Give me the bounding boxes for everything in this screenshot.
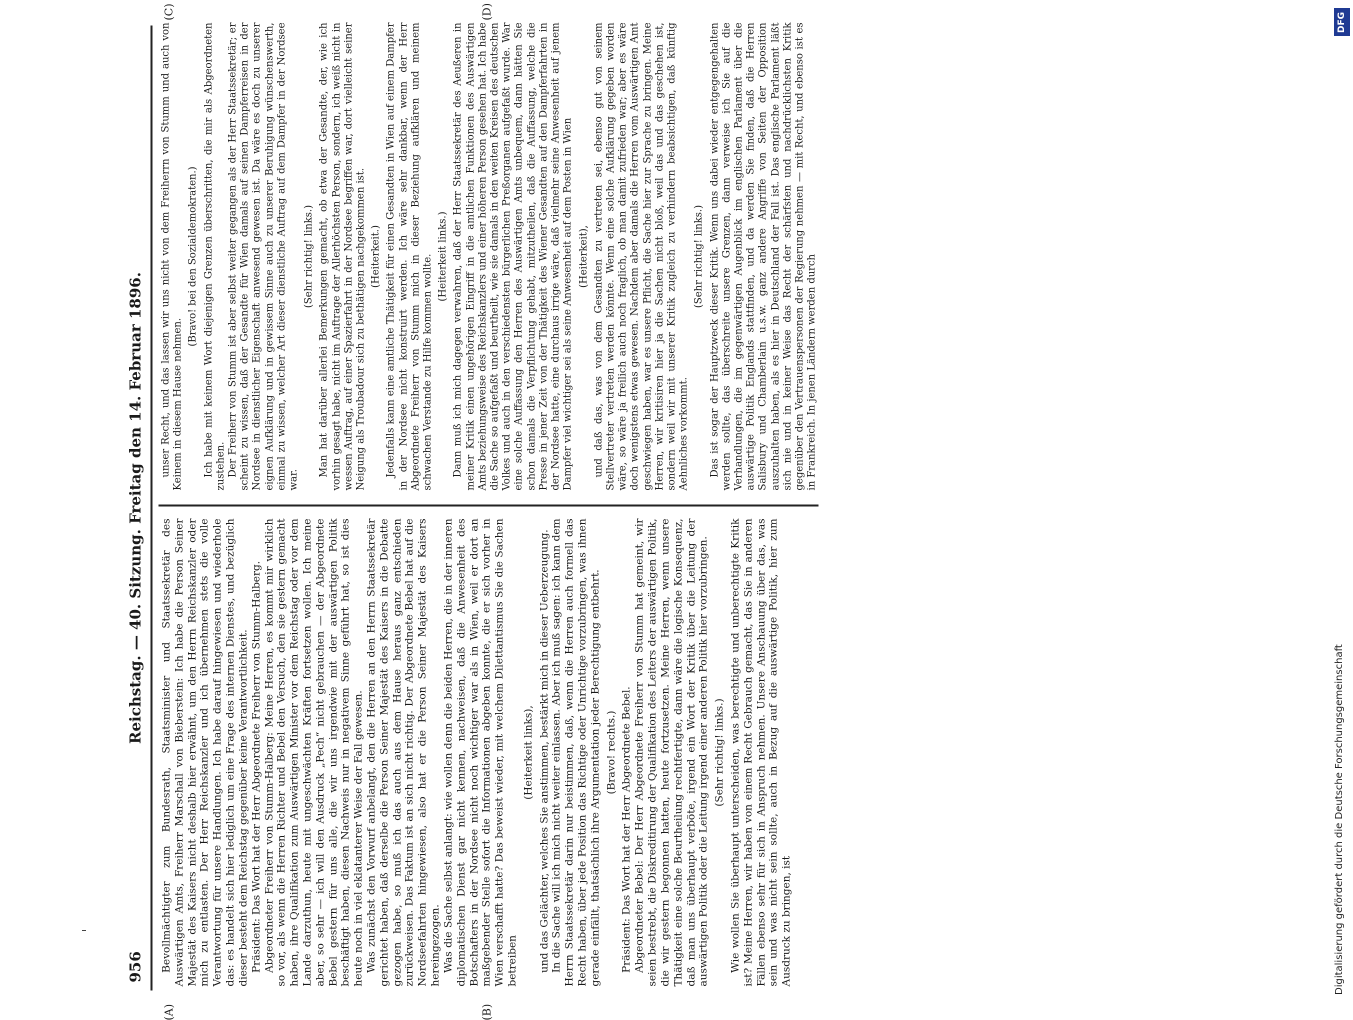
interjection: (Heiterkeit links.): [437, 211, 449, 301]
scan-speck: [82, 930, 86, 931]
digitization-notice: Digitalisierung gefördert durch die Deutsche Forschungsgemeinschaft: [1334, 644, 1345, 995]
page-title: Reichstag. — 40. Sitzung. Freitag den 14. Februar 1896.: [126, 271, 144, 744]
margin-marker-b: (B): [480, 1003, 493, 1020]
paragraph: Was zunächst den Vorwurf anbelangt, den die Herren an den Herrn Staatssekretär gerichtet haben, daß derselbe die Person Seiner Majestät des Kaisers in die Debatte gezogen habe, so muß ich das auch aus dem Hause heraus ganz entschieden zurückweisen. Das Faktum ist an sich nicht richtig. Der Abgeordnete Bebel hat auf die Nordseefahrten hingewiesen, also hat er die Person Seiner Majestät des Kaisers hereingezogen.: [365, 518, 442, 986]
paragraph: In die Sache will ich mich nicht weiter einlassen. Aber ich muß sagen: ich kann dem Herrn Staatssekretär darin nur beistimmen, daß, wenn die Herren auch formell das Recht haben, über jede Position das Richtige oder Unrichtige vorzubringen, was ihnen gerade einfällt, thatsächlich ihre Argumentation jeder Berechtigung entbehrt.: [550, 518, 601, 986]
interjection: (Bravo! rechts.): [604, 710, 617, 794]
column-divider: [158, 505, 818, 507]
margin-marker-a: (A): [162, 1003, 175, 1020]
paragraph: Bevollmächtigter zum Bundesrath, Staatsminister und Staatssekretär des Auswärtigen Amts, Freiherr Marschall von Bieberstein: Ich habe die Person Seiner Majestät des Kaisers nicht deshalb hier erwähnt, um den Herrn Reichskanzler oder mich zu entlasten. Der Herr Reichskanzler und ich übernehmen stets die volle Verantwortung für unsere Handlungen. Ich habe darauf hingewiesen und wiederhole das: es handelt sich hier lediglich um eine Frage des internen Dienstes, und bezüglich dieser besteht dem Reichstag gegenüber keine Verantwortlichkeit.: [160, 518, 249, 986]
interjection: (Sehr richtig! links.): [303, 204, 315, 308]
paragraph: Präsident: Das Wort hat der Herr Abgeordnete Bebel.: [620, 685, 633, 973]
paragraph: Das ist sogar der Hauptzweck dieser Kritik. Wenn uns dabei wieder entgegengehalten werden sollte, das überschreite unsere Grenzen, dann verweise ich Sie auf die Verhandlungen, die im gegenwärtigen Augenblick im englischen Parlament über die auswärtige Politik Englands stattfinden, und da werden Sie finden, daß die Herren Salisbury und Chamberlain u.s.w. ganz andere Angriffe von Seiten der Opposition auszuhalten haben, als es hier in Deutschland der Fall ist. Das englische Parlament läßt sich nie und in keiner Weise das Recht der schärfsten und nachdrücklichsten Kritik gegenüber den Vertrauenspersonen der Regierung nehmen — mit Recht, und ebenso ist es in Frankreich. In jenen Ländern werden durch: [708, 22, 818, 490]
paragraph: Man hat darüber allerlei Bemerkungen gemacht, ob etwa der Gesandte, der, wie ich vorhin gesagt habe, nicht im Auftrage der Allerhöchsten Person, sondern, ich weiß nicht in wessen Auftrag, auf einer Spazierfahrt in der Nordsee begriffen war, dort vielleicht seiner Neigung als Troubadour sich zu bethätigen nachgekommen ist.: [318, 22, 367, 490]
rotated-page: [120, 2, 840, 1020]
paragraph: Abgeordneter Bebel: Der Herr Abgeordnete Freiherr von Stumm hat gemeint, wir seien bestrebt, die Diskreditirung der Qualifikation des Leiters der auswärtigen Politik, die wir gestern begonnen hatten, heute fortzusetzen. Meine Herren, wenn unsere Thätigkeit eine solche Beurtheilung rechtfertigte, dann wäre die logische Konsequenz, daß man uns überhaupt verböte, irgend ein Wort der Kritik über die Leitung der auswärtigen Politik oder die Leitung irgend einer anderen Politik hier vorzubringen.: [633, 518, 710, 986]
right-column: [160, 22, 818, 490]
margin-marker-d: (D): [480, 2, 493, 20]
interjection: (Sehr richtig! links.): [713, 697, 726, 807]
paragraph: Der Freiherr von Stumm ist aber selbst weiter gegangen als der Herr Staatssekretär; er scheint zu wissen, daß der Gesandte für Wien damals auf seinen Dampferreisen in der Nordsee in dienstlicher Eigenschaft anwesend gewesen ist. Da wäre es doch zu unserer eignen Aufklärung und in gewissem Sinne auch zu unserer Beruhigung wünschenswerth, einmal zu wissen, welcher Art dieser dienstliche Auftrag auf dem Dampfer in der Nordsee war.: [227, 22, 300, 490]
digitization-stamp: [1334, 8, 1350, 995]
page-header: [126, 25, 146, 990]
paragraph: Präsident: Das Wort hat der Herr Abgeordnete Freiherr von Stumm-Halberg.: [249, 560, 262, 973]
paragraph: und daß das, was von dem Gesandten zu vertreten sei, ebenso gut von seinem Stellvertreter vertreten werden könnte. Wenn eine solche Aufklärung gegeben worden wäre, so wäre ja freilich auch noch fraglich, ob man damit zufrieden war; aber es wäre doch wenigstens etwas gewesen. Nachdem aber damals die Herren vom Auswärtigen Amt geschwiegen haben, war es unsere Pflicht, die Sache hier zur Sprache zu bringen. Meine Herren, wir kritisiren hier ja die Sachen nicht bloß, weil das und das geschehen ist, sondern weil wir mit unserer Kritik zugleich zu verhindern beabsichtigen, daß künftig Aehnliches vorkommt.: [592, 22, 690, 490]
paragraph: und das Gelächter, welches Sie anstimmen, bestärkt mich in dieser Ueberzeugung.: [537, 528, 550, 973]
interjection: (Heiterkeit.): [370, 224, 382, 288]
interjection: (Heiterkeit),: [577, 224, 589, 288]
margin-marker-c: (C): [162, 3, 175, 20]
paragraph: Was die Sache selbst anlangt: wie wollen denn die beiden Herren, die in der inneren diplomatischen Dienst gar nicht kennen, nachweisen, daß die Anwesenheit des Botschafters in der Nordsee nicht noch wichtiger war als in Wien, weil er dort an maßgebender Stelle sofort die Informationen abgeben konnte, die er sich vorher in Wien verschafft hatte? Das beweist wieder, mit welchem Dilettantismus Sie die Sachen betreiben: [441, 518, 518, 986]
paragraph: unser Recht, und das lassen wir uns nicht von dem Freiherrn von Stumm und auch von Keinem in diesem Hause nehmen.: [160, 22, 184, 490]
left-column: [160, 518, 793, 986]
header-rule: [150, 25, 152, 990]
paragraph: Dann muß ich mich dagegen verwahren, daß der Herr Staatssekretär des Aeußeren in meiner Kritik einen ungehörigen Eingriff in die amtlichen Funktionen des Auswärtigen Amts beziehungsweise des Reichskanzlers und einer höheren Person gesehen hat. Ich habe die Sache so aufgefaßt und beurtheilt, wie sie damals in den weiten Kreisen des deutschen Volkes und auch in den verschiedensten bürgerlichen Preßorganen aufgefaßt wurde. War eine solche Auffassung den Herren des Auswärtigen Amts unbequem, dann hätten Sie schon damals die Verpflichtung gehabt, mitzutheilen, daß die Auffassung, welche die Presse in jener Zeit von der Thätigkeit des Wiener Gesandten auf den Dampferfahrten in der Nordsee hatte, eine durchaus irrige wäre, daß vielmehr seine Anwesenheit auf jenem Dampfer viel wichtiger sei als seine Anwesenheit auf dem Posten in Wien: [452, 22, 574, 490]
interjection: (Bravo! bei den Sozialdemokraten.): [187, 165, 199, 347]
dfg-logo: DFG: [1334, 8, 1350, 36]
paragraph: Abgeordneter Freiherr von Stumm-Halberg: Meine Herren, es kommt mir wirklich so vor, als wenn die Herren Richter und Bebel den Versuch, den sie gestern gemacht haben, ihre Qualifikation zum Auswärtigen Minister vor dem Reichstag oder vor dem Lande darzuthun, heute mit ungeschwächten Kräften fortsetzen wollen. Ich meine aber, so sehr — ich will den Ausdruck „Pech“ nicht gebrauchen — der Abgeordnete Bebel gestern für uns alle, die wir uns irgendwie mit der auswärtigen Politik beschäftigt haben, diesen Nachweis nur in negativem Sinne geführt hat, so ist dies heute noch in viel eklatanterer Weise der Fall gewesen.: [262, 518, 365, 986]
page-number: 956: [126, 950, 144, 982]
paragraph: Jedenfalls kann eine amtliche Thätigkeit für einen Gesandten in Wien auf einem Dampfer in der Nordsee nicht konstruirt werden. Ich wäre sehr dankbar, wenn der Herr Abgeordnete Freiherr von Stumm mich in dieser Beziehung aufklären und meinem schwachen Verstande zu Hilfe kommen wollte.: [385, 22, 434, 490]
paragraph: Ich habe mit keinem Wort diejenigen Grenzen überschritten, die mir als Abgeordneten zustehen.: [202, 22, 226, 490]
interjection: (Heiterkeit links),: [521, 704, 534, 800]
paragraph: Wie wollen Sie überhaupt unterscheiden, was berechtigte und unberechtigte Kritik ist? Meine Herren, wir haben von einem Recht Gebrauch gemacht, das Sie in anderen Fällen ebenso sehr für sich in Anspruch nehmen. Unsere Anschauung über das, was sein und was nicht sein sollte, auch in Bezug auf die auswärtige Politik, hier zum Ausdruck zu bringen, ist: [728, 518, 793, 986]
interjection: (Sehr richtig! links.): [693, 204, 705, 308]
